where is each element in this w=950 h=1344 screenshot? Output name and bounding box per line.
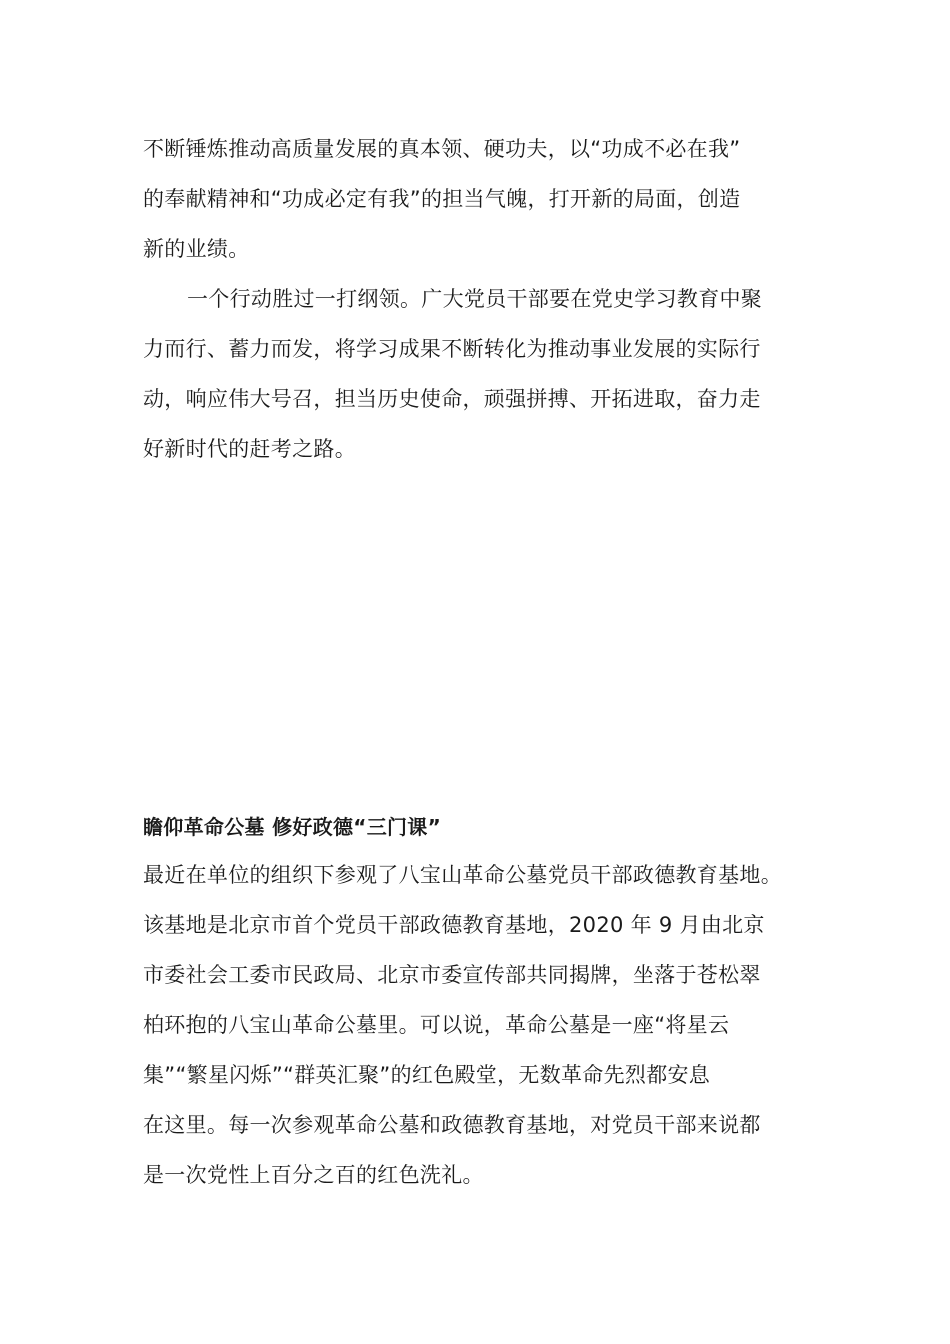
paragraph-line: 在这里。每一次参观革命公墓和政德教育基地，对党员干部来说都 bbox=[143, 1113, 761, 1137]
paragraph-line: 柏环抱的八宝山革命公墓里。可以说，革命公墓是一座“将星云 bbox=[143, 1013, 730, 1037]
paragraph-line: 最近在单位的组织下参观了八宝山革命公墓党员干部政德教育基地。 bbox=[143, 863, 782, 887]
paragraph-line: 动，响应伟大号召，担当历史使命，顽强拼搏、开拓进取，奋力走 bbox=[143, 387, 761, 411]
paragraph-line: 市委社会工委市民政局、北京市委宣传部共同揭牌，坐落于苍松翠 bbox=[143, 963, 761, 987]
paragraph-line: 的奉献精神和“功成必定有我”的担当气魄，打开新的局面，创造 bbox=[143, 187, 741, 211]
paragraph-line: 好新时代的赶考之路。 bbox=[143, 437, 356, 461]
paragraph-line: 力而行、蓄力而发，将学习成果不断转化为推动事业发展的实际行 bbox=[143, 337, 761, 361]
paragraph-line: 一个行动胜过一打纲领。广大党员干部要在党史学习教育中聚 bbox=[187, 287, 763, 311]
paragraph-line: 集”“繁星闪烁”“群英汇聚”的红色殿堂，无数革命先烈都安息 bbox=[143, 1063, 711, 1087]
paragraph-line: 该基地是北京市首个党员干部政德教育基地，2020 年 9 月由北京 bbox=[143, 913, 765, 937]
paragraph-line: 不断锤炼推动高质量发展的真本领、硬功夫，以“功成不必在我” bbox=[143, 137, 741, 161]
paragraph-line: 是一次党性上百分之百的红色洗礼。 bbox=[143, 1163, 484, 1187]
section-heading: 瞻仰革命公墓 修好政德“三门课” bbox=[143, 815, 442, 839]
paragraph-line: 新的业绩。 bbox=[143, 237, 250, 261]
